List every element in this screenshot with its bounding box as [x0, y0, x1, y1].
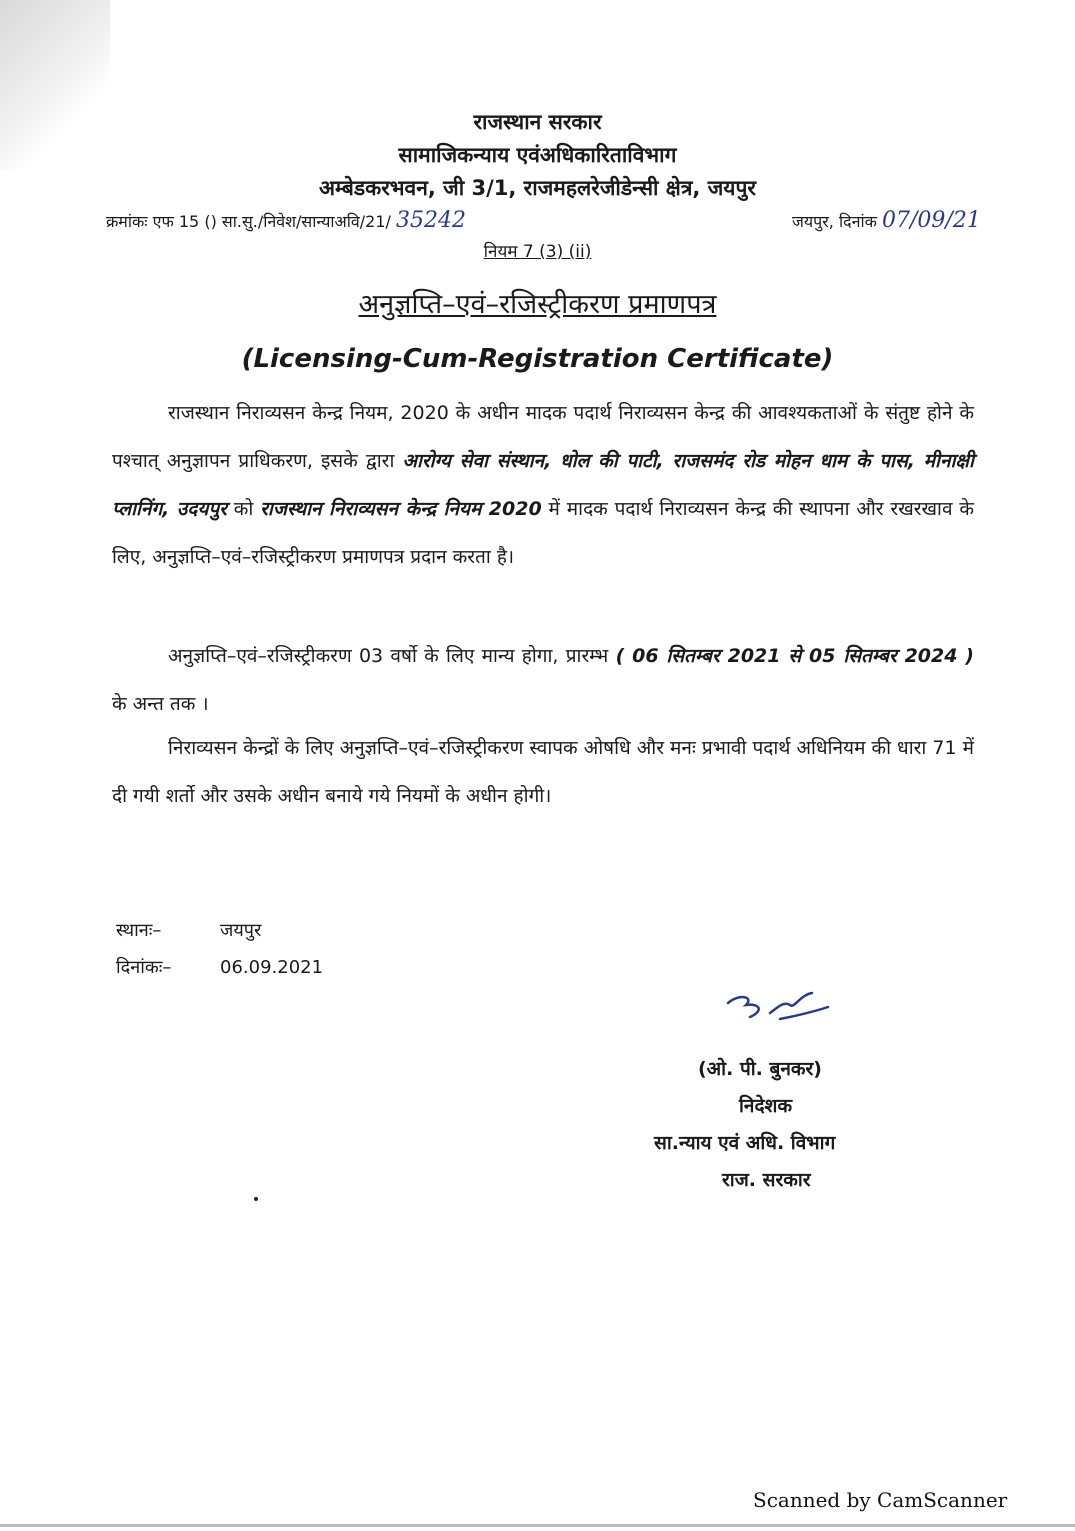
signatory-department: सा.न्याय एवं अधि. विभाग [654, 1132, 836, 1154]
issue-date-handwritten: 07/09/21 [882, 208, 981, 233]
rules-name: राजस्थान निराव्यसन केन्द्र नियम 2020 [260, 498, 542, 520]
reference-number-printed: क्रमांकः एफ 15 () सा.सु./निवेश/सान्याअवि/21/ [106, 212, 391, 231]
paragraph-validity: अनुज्ञप्ति–एवं–रजिस्ट्रीकरण 03 वर्षो के लिए मान्य होगा, प्रारम्भ ( 06 सितम्बर 2021 से 05 सितम्बर 2024 ) के अन्त तक । [112, 645, 974, 715]
issue-date-printed: जयपुर, दिनांक [792, 212, 877, 231]
date-label: दिनांकः– [116, 957, 172, 978]
issue-date [792, 208, 981, 233]
title-english: (Licensing-Cum-Registration Certificate) [241, 344, 834, 374]
header-government: राजस्थान सरकार [473, 110, 602, 134]
scan-speck [254, 1197, 258, 1201]
paragraph-conditions: निराव्यसन केन्द्रों के लिए अनुज्ञप्ति–एवं–रजिस्ट्रीकरण स्वापक ओषधि और मनः प्रभावी पदार्थ अधिनियम की धारा 71 में दी गयी शर्तो और उसके अधीन बनाये गये नियमों के अधीन होगी। [112, 737, 974, 807]
paragraph-license-grant: राजस्थान निराव्यसन केन्द्र नियम, 2020 के अधीन मादक पदार्थ निराव्यसन केन्द्र की आवश्यकताओं के संतुष्ट होने के पश्चात् अनुज्ञापन प्राधिकरण, इसके द्वारा आरोग्य सेवा संस्थान, धोल की पाटी, राजसमंद रोड मोहन धाम के पास, मीनाक्षी प्लानिंग, उदयपुर को राजस्थान निराव्यसन केन्द्र नियम 2020 में मादक पदार्थ निराव्यसन केन्द्र की स्थापना और रखरखाव के लिए, अनुज्ञप्ति–एवं–रजिस्ट्रीकरण प्रमाणपत्र प्रदान करता है। [112, 402, 974, 568]
place-label: स्थानः– [116, 920, 162, 941]
signatory-designation: निदेशक [739, 1095, 793, 1117]
date-value: 06.09.2021 [220, 957, 324, 978]
reference-number [106, 208, 466, 233]
signatory-name: (ओ. पी. बुनकर) [698, 1058, 822, 1080]
place-row [116, 918, 261, 942]
title-hindi: अनुज्ञप्ति–एवं–रजिस्ट्रीकरण प्रमाणपत्र [358, 289, 717, 320]
date-row [116, 955, 323, 979]
institution-name: आरोग्य सेवा संस्थान, धोल की पाटी, राजसमंद रोड मोहन धाम के पास, मीनाक्षी प्लानिंग, उदयपुर [112, 450, 974, 520]
handwritten-signature [720, 985, 840, 1030]
page-bottom-edge [0, 1524, 1075, 1527]
header-department: सामाजिकन्याय एवंअधिकारिताविभाग [398, 143, 677, 167]
rule-reference: नियम 7 (3) (ii) [483, 242, 592, 262]
header-address: अम्बेडकरभवन, जी 3/1, राजमहलरेजीडेन्सी क्षेत्र, जयपुर [318, 176, 757, 200]
place-value: जयपुर [220, 920, 262, 941]
camscanner-watermark: Scanned by CamScanner [753, 1488, 1008, 1512]
validity-period: ( 06 सितम्बर 2021 से 05 सितम्बर 2024 ) [615, 645, 974, 667]
reference-number-handwritten: 35242 [396, 208, 467, 233]
signatory-government: राज. सरकार [722, 1169, 811, 1191]
